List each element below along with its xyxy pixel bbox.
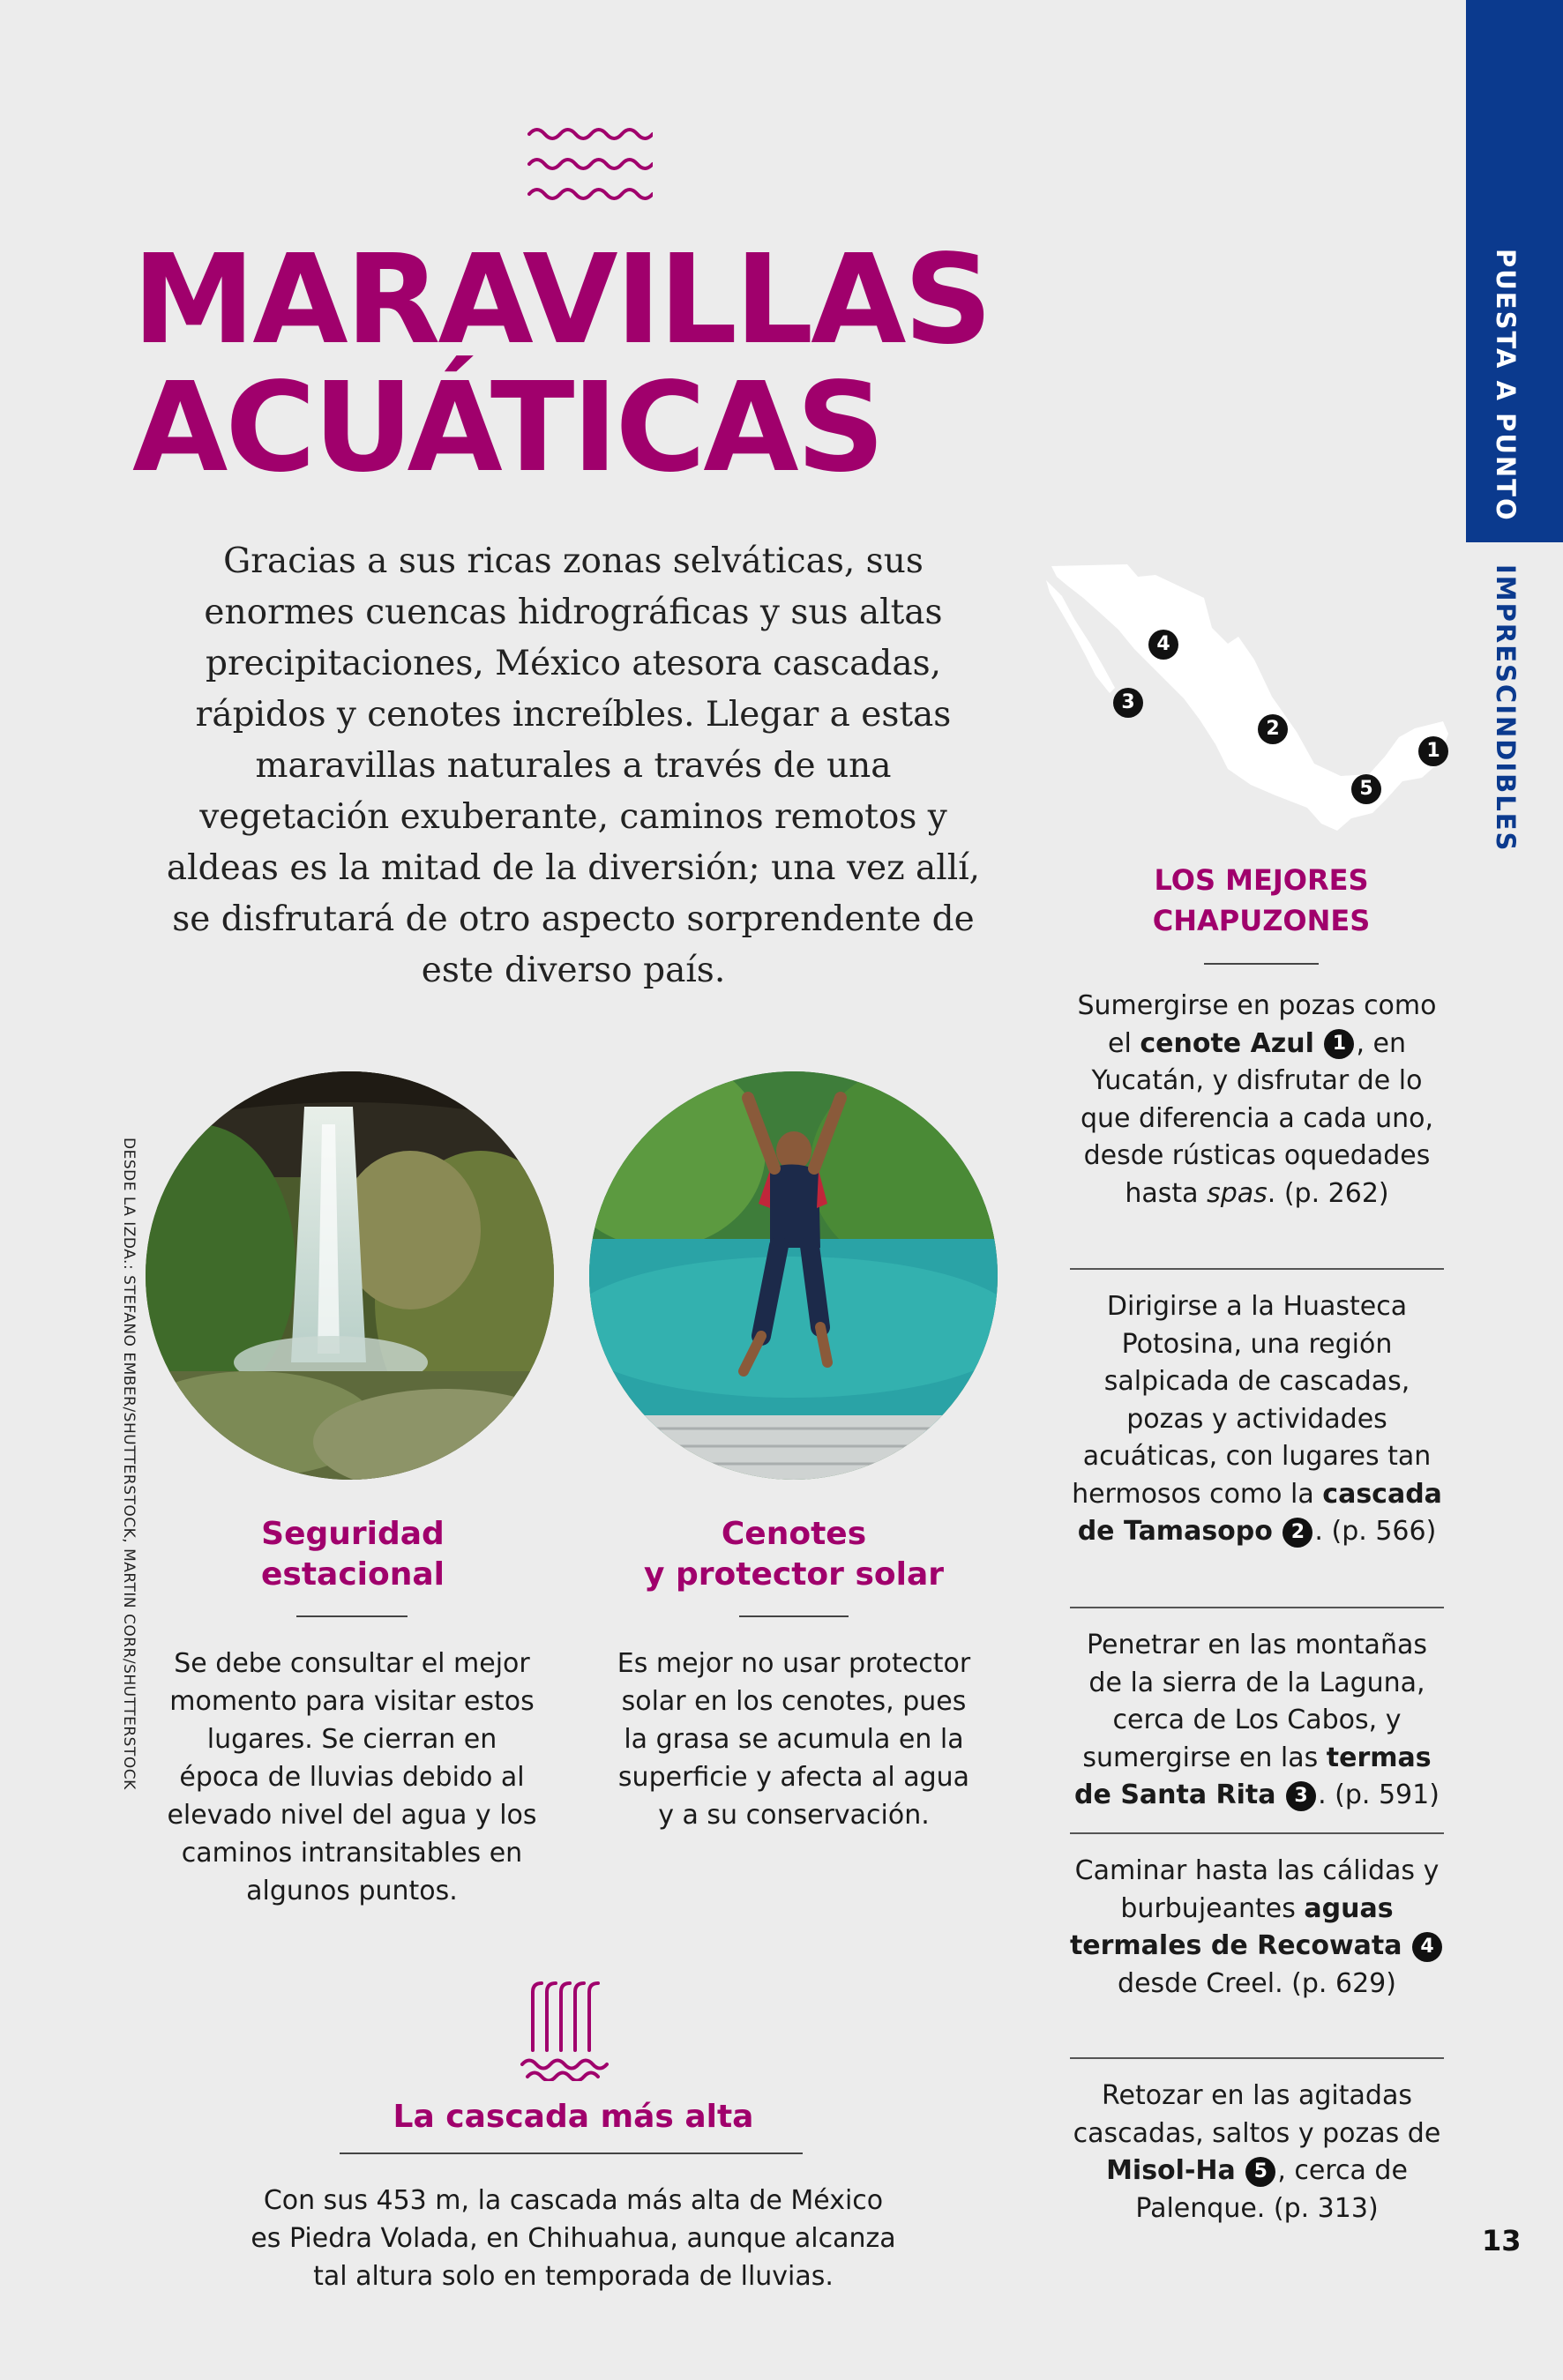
best-heading: LOS MEJORES CHAPUZONES [1152, 863, 1371, 937]
map-pin-3: 3 [1113, 688, 1143, 718]
cascada-body: Con sus 453 m, la cascada más alta de México es Piedra Volada, en Chihuahua, aunque alcanza tal altura solo en temporada de lluvias. [251, 2185, 896, 2292]
section-heading: Seguridad estacional [260, 1516, 445, 1593]
number-badge: 3 [1286, 1781, 1316, 1811]
divider [296, 1615, 408, 1617]
intro-paragraph: Gracias a sus ricas zonas selváticas, sus enormes cuencas hidrográficas y sus altas precipitaciones, México atesora cascadas, rápidos y cenotes increíbles. Llegar a estas maravillas naturales a través de una vegetación exuberante, caminos remotos y aldeas es la mitad de la diversión; una vez allí, se disfrutará de otro aspecto sorprendente de este diverso país. [166, 541, 981, 990]
list-item: Sumergirse en pozas como el cenote Azul 1 , en Yucatán, y disfrutar de lo que diferencia a cada uno, desde rústicas oquedades hasta spas. (p. 262) [1077, 990, 1437, 1209]
subsection-label: IMPRESCINDIBLES [1491, 564, 1521, 853]
number-badge: 1 [1324, 1029, 1354, 1059]
cenotes-body: Es mejor no usar protector solar en los cenotes, pues la grasa se acumula en la superficie y afecta al agua y a su conservación. [617, 1648, 971, 1831]
number-badge: 4 [1412, 1932, 1442, 1962]
divider [1070, 1268, 1444, 1270]
title-line-2: ACUÁTICAS [132, 356, 883, 500]
section-label: PUESTA A PUNTO [1491, 249, 1521, 522]
divider [739, 1615, 849, 1617]
page-title [132, 228, 1067, 500]
section-heading: Cenotes y protector solar [644, 1516, 944, 1593]
divider [340, 2152, 803, 2154]
title-line-1: MARAVILLAS [132, 228, 991, 372]
section-heading: La cascada más alta [393, 2099, 754, 2135]
list-item: Dirigirse a la Huasteca Potosina, una región salpicada de cascadas, pozas y actividades acuáticas, con lugares tan hermosos como la cascada de Tamasopo 2 . (p. 566) [1072, 1291, 1442, 1547]
cenote-image [589, 1071, 998, 1480]
divider [1070, 1832, 1444, 1834]
list-item: Caminar hasta las cálidas y burbujeantes aguas termales de Recowata 4 desde Creel. (p. 629) [1067, 1853, 1447, 2003]
divider [1070, 1607, 1444, 1608]
waterfall-image [146, 1071, 554, 1480]
number-badge: 5 [1245, 2157, 1275, 2187]
seguridad-body: Se debe consultar el mejor momento para visitar estos lugares. Se cierran en época de lluvias debido al elevado nivel del agua y los caminos intransitables en algunos puntos. [167, 1648, 537, 1906]
waterfall-icon [520, 1980, 609, 2081]
map-pin-1: 1 [1418, 736, 1448, 766]
divider [1070, 2057, 1444, 2059]
map-pin-5: 5 [1351, 774, 1381, 804]
cenote-photo [589, 1071, 998, 1480]
number-badge: 2 [1283, 1518, 1312, 1548]
mexico-map-shape [1023, 556, 1464, 855]
list-item: Retozar en las agitadas cascadas, saltos y pozas de Misol-Ha 5 , cerca de Palenque. (p. 313) [1073, 2080, 1441, 2224]
photo-credit: DESDE LA IZDA.: STEFANO EMBER/SHUTTERSTOCK, MARTIN CORR/SHUTTERSTOCK [120, 1138, 138, 1790]
waves-icon [527, 123, 653, 203]
divider [1204, 963, 1319, 965]
map-pin-2: 2 [1258, 714, 1288, 744]
list-item: Penetrar en las montañas de la sierra de la Laguna, cerca de Los Cabos, y sumergirse en las termas de Santa Rita 3 . (p. 591) [1074, 1630, 1440, 1810]
waterfall-photo [146, 1071, 554, 1480]
mexico-map [1023, 556, 1464, 855]
page-number: 13 [1482, 2224, 1522, 2257]
map-pin-4: 4 [1148, 630, 1178, 660]
